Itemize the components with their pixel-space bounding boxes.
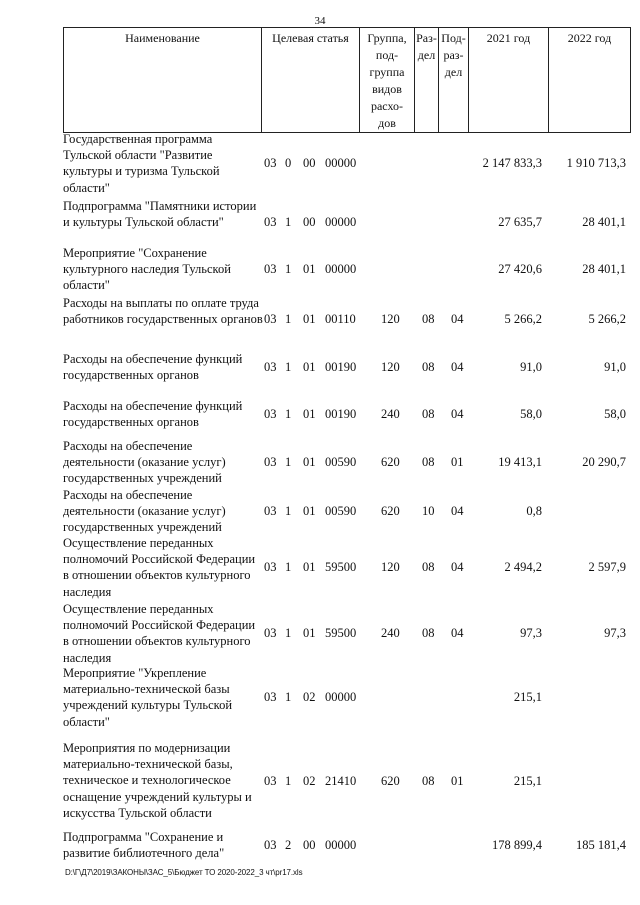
code-subprogram: 1 xyxy=(285,407,292,421)
code-program: 03 xyxy=(264,690,277,704)
row-name: Мероприятие "Сохранение культурного наследия Тульской области" xyxy=(63,246,231,293)
code-program: 03 xyxy=(264,156,277,170)
row-name: Осуществление переданных полномочий Российской Федерации в отношении объектов культурного наследия xyxy=(63,536,256,599)
code-direction: 59500 xyxy=(325,626,357,640)
expense-group: 620 xyxy=(381,504,400,518)
code-direction: 00000 xyxy=(325,156,357,170)
amount-2021: 2 147 833,3 xyxy=(482,156,542,170)
code-measure: 01 xyxy=(303,626,316,640)
code-program: 03 xyxy=(264,560,277,574)
code-subprogram: 1 xyxy=(285,504,292,518)
expense-group: 120 xyxy=(381,360,400,374)
code-subprogram: 1 xyxy=(285,312,292,326)
amount-2021: 27 635,7 xyxy=(498,215,542,229)
code-direction: 00190 xyxy=(325,407,357,421)
row-name: Государственная программа Тульской области "Развитие культуры и туризма Тульской области" xyxy=(63,132,220,195)
amount-2021: 215,1 xyxy=(513,690,542,704)
amount-2022: 1 910 713,3 xyxy=(566,156,626,170)
code-direction: 00590 xyxy=(325,455,357,469)
code-subprogram: 2 xyxy=(285,838,292,852)
code-direction: 59500 xyxy=(325,560,357,574)
amount-2022: 28 401,1 xyxy=(582,215,626,229)
code-subprogram: 1 xyxy=(285,690,292,704)
amount-2022: 20 290,7 xyxy=(582,455,626,469)
table-header xyxy=(63,27,631,133)
row-name: Расходы на обеспечение деятельности (оказание услуг) государственных учреждений xyxy=(63,488,226,535)
subsection-code: 04 xyxy=(451,626,464,640)
code-subprogram: 1 xyxy=(285,560,292,574)
expense-group: 240 xyxy=(381,407,400,421)
code-subprogram: 1 xyxy=(285,360,292,374)
code-direction: 00000 xyxy=(325,262,357,276)
code-measure: 01 xyxy=(303,262,316,276)
code-measure: 00 xyxy=(303,838,316,852)
code-subprogram: 1 xyxy=(285,626,292,640)
subsection-code: 04 xyxy=(451,360,464,374)
code-program: 03 xyxy=(264,215,277,229)
subsection-code: 04 xyxy=(451,504,464,518)
row-name: Мероприятие "Укрепление материально-технической базы учреждений культуры Тульской области" xyxy=(63,666,233,729)
section-code: 10 xyxy=(422,504,435,518)
code-measure: 02 xyxy=(303,774,316,788)
amount-2022: 185 181,4 xyxy=(576,838,626,852)
subsection-code: 04 xyxy=(451,407,464,421)
header-subsection: Под- раз- дел xyxy=(439,28,469,133)
header-group: Группа, под- группа видов расхо- дов xyxy=(360,28,415,133)
section-code: 08 xyxy=(422,455,435,469)
footer-file-path: D:\Г\Д7\2019\ЗАКОНЫ\ЗАС_5\Бюджет ТО 2020-2022_3 чт\pr17.xls xyxy=(65,868,303,877)
code-program: 03 xyxy=(264,838,277,852)
code-measure: 01 xyxy=(303,455,316,469)
code-direction: 00190 xyxy=(325,360,357,374)
row-name: Подпрограмма "Памятники истории и культуры Тульской области" xyxy=(63,199,257,230)
subsection-code: 04 xyxy=(451,560,464,574)
row-name: Расходы на обеспечение функций государственных органов xyxy=(63,352,243,383)
code-direction: 00590 xyxy=(325,504,357,518)
header-name: Наименование xyxy=(64,28,262,133)
amount-2021: 215,1 xyxy=(513,774,542,788)
code-measure: 02 xyxy=(303,690,316,704)
code-direction: 00110 xyxy=(325,312,356,326)
code-direction: 00000 xyxy=(325,838,357,852)
section-code: 08 xyxy=(422,312,435,326)
code-measure: 01 xyxy=(303,504,316,518)
amount-2021: 27 420,6 xyxy=(498,262,542,276)
amount-2021: 2 494,2 xyxy=(504,560,542,574)
code-program: 03 xyxy=(264,626,277,640)
code-direction: 00000 xyxy=(325,215,357,229)
amount-2022: 97,3 xyxy=(604,626,626,640)
code-measure: 01 xyxy=(303,407,316,421)
row-name: Мероприятия по модернизации материально-технической базы, техническое и технологическое оснащение учреждений культуры и искусства Тульской области xyxy=(63,741,252,820)
amount-2021: 58,0 xyxy=(520,407,542,421)
subsection-code: 04 xyxy=(451,312,464,326)
amount-2021: 91,0 xyxy=(520,360,542,374)
amount-2022: 58,0 xyxy=(604,407,626,421)
code-program: 03 xyxy=(264,407,277,421)
section-code: 08 xyxy=(422,407,435,421)
code-program: 03 xyxy=(264,312,277,326)
section-code: 08 xyxy=(422,626,435,640)
code-subprogram: 1 xyxy=(285,215,292,229)
amount-2022: 91,0 xyxy=(604,360,626,374)
expense-group: 120 xyxy=(381,312,400,326)
code-measure: 00 xyxy=(303,156,316,170)
code-measure: 00 xyxy=(303,215,316,229)
code-measure: 01 xyxy=(303,560,316,574)
header-target: Целевая статья xyxy=(262,28,360,133)
subsection-code: 01 xyxy=(451,774,464,788)
code-program: 03 xyxy=(264,455,277,469)
code-program: 03 xyxy=(264,774,277,788)
code-program: 03 xyxy=(264,360,277,374)
code-subprogram: 1 xyxy=(285,455,292,469)
row-name: Расходы на обеспечение функций государственных органов xyxy=(63,399,243,430)
subsection-code: 01 xyxy=(451,455,464,469)
code-direction: 00000 xyxy=(325,690,357,704)
amount-2021: 178 899,4 xyxy=(492,838,542,852)
header-2022: 2022 год xyxy=(549,28,631,133)
amount-2022: 5 266,2 xyxy=(588,312,626,326)
expense-group: 620 xyxy=(381,774,400,788)
section-code: 08 xyxy=(422,360,435,374)
row-name: Расходы на выплаты по оплате труда работников государственных органов xyxy=(63,296,263,327)
amount-2021: 97,3 xyxy=(520,626,542,640)
amount-2022: 2 597,9 xyxy=(588,560,626,574)
amount-2022: 28 401,1 xyxy=(582,262,626,276)
row-name: Подпрограмма "Сохранение и развитие библиотечного дела" xyxy=(63,830,225,861)
code-subprogram: 1 xyxy=(285,774,292,788)
amount-2021: 5 266,2 xyxy=(504,312,542,326)
section-code: 08 xyxy=(422,560,435,574)
amount-2021: 19 413,1 xyxy=(498,455,542,469)
header-2021: 2021 год xyxy=(469,28,549,133)
code-subprogram: 1 xyxy=(285,262,292,276)
code-program: 03 xyxy=(264,504,277,518)
code-program: 03 xyxy=(264,262,277,276)
header-section: Раз- дел xyxy=(415,28,439,133)
row-name: Осуществление переданных полномочий Российской Федерации в отношении объектов культурного наследия xyxy=(63,602,256,665)
row-name: Расходы на обеспечение деятельности (оказание услуг) государственных учреждений xyxy=(63,439,226,486)
expense-group: 240 xyxy=(381,626,400,640)
expense-group: 120 xyxy=(381,560,400,574)
expense-group: 620 xyxy=(381,455,400,469)
amount-2021: 0,8 xyxy=(526,504,542,518)
code-measure: 01 xyxy=(303,360,316,374)
page-number: 34 xyxy=(314,15,326,27)
code-direction: 21410 xyxy=(325,774,357,788)
section-code: 08 xyxy=(422,774,435,788)
code-measure: 01 xyxy=(303,312,316,326)
code-subprogram: 0 xyxy=(285,156,292,170)
